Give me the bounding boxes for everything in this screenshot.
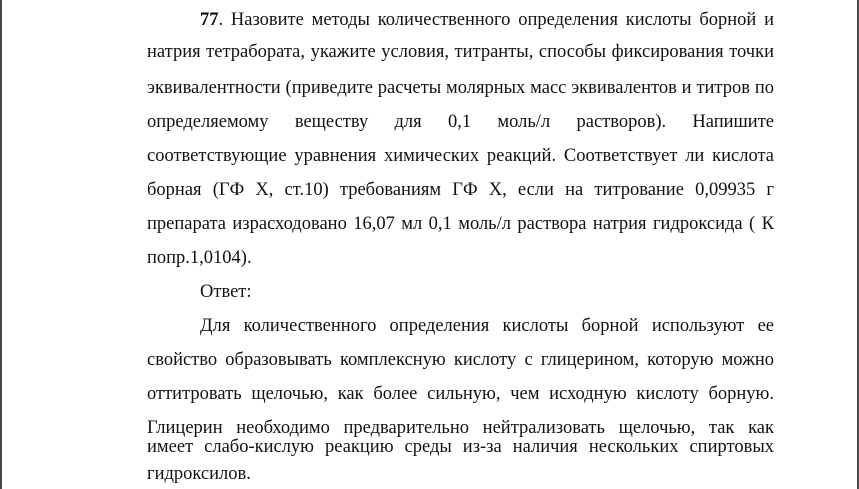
answer-label: Ответ: [200,282,252,302]
question-line-2: натрия тетрабората, укажите условия, титранты, способы фиксирования точки [147,42,774,62]
question-number: 77 [200,10,219,30]
answer-line-3: оттитровать щелочью, как более сильную, чем исходную кислоту борную. [147,384,774,404]
question-line-6: борная (ГФ Х, ст.10) требованиям ГФ Х, если на титрование 0,09935 г [147,180,774,200]
page-left-edge [0,0,2,489]
question-line-1 [200,5,774,35]
question-line-7: препарата израсходовано 16,07 мл 0,1 моль/л раствора натрия гидроксида ( К [147,214,774,234]
answer-line-4: Глицерин необходимо предварительно нейтрализовать щелочью, так как [147,418,774,438]
question-line-3: эквивалентности (приведите расчеты молярных масс эквивалентов и титров по [147,78,774,98]
answer-line-6: гидроксилов. [147,464,251,484]
question-line-4: определяемому веществу для 0,1 моль/л растворов). Напишите [147,112,774,132]
question-line-1-text: . Назовите методы количественного определения кислоты борной и [218,10,774,30]
answer-line-5: имеет слабо-кислую реакцию среды из-за наличия нескольких спиртовых [147,437,774,457]
answer-line-2: свойство образовывать комплексную кислоту с глицерином, которую можно [147,350,774,370]
question-line-8: попр.1,0104). [147,248,252,268]
question-line-5: соответствующие уравнения химических реакций. Соответствует ли кислота [147,146,774,166]
answer-line-1: Для количественного определения кислоты борной используют ее [200,316,774,336]
